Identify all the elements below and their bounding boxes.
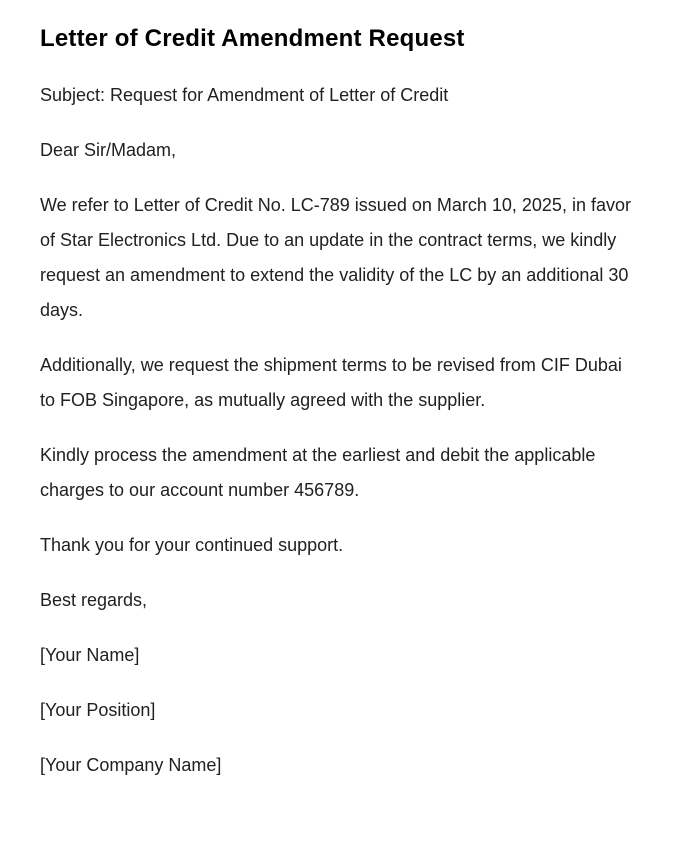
signature-name-placeholder: [Your Name] xyxy=(40,645,140,665)
signature-company-placeholder: [Your Company Name] xyxy=(40,755,222,775)
salutation: Dear Sir/Madam, xyxy=(40,140,177,160)
closing-line: Best regards, xyxy=(40,590,148,610)
subject-line: Subject: Request for Amendment of Letter of Credit xyxy=(40,85,449,105)
page-title: Letter of Credit Amendment Request xyxy=(40,25,465,52)
signature-position-placeholder: [Your Position] xyxy=(40,700,156,720)
body-paragraph-2: Additionally, we request the shipment terms to be revised from CIF Dubai to FOB Singapore, as mutually agreed with the supplier. xyxy=(40,355,622,410)
body-paragraph-3: Kindly process the amendment at the earliest and debit the applicable charges to our account number 456789. xyxy=(40,445,596,500)
body-paragraph-1: We refer to Letter of Credit No. LC-789 issued on March 10, 2025, in favor of Star Electronics Ltd. Due to an update in the contract terms, we kindly request an amendment to extend the validity of the LC by an additional 30 days. xyxy=(40,195,631,320)
thank-you-line: Thank you for your continued support. xyxy=(40,535,344,555)
